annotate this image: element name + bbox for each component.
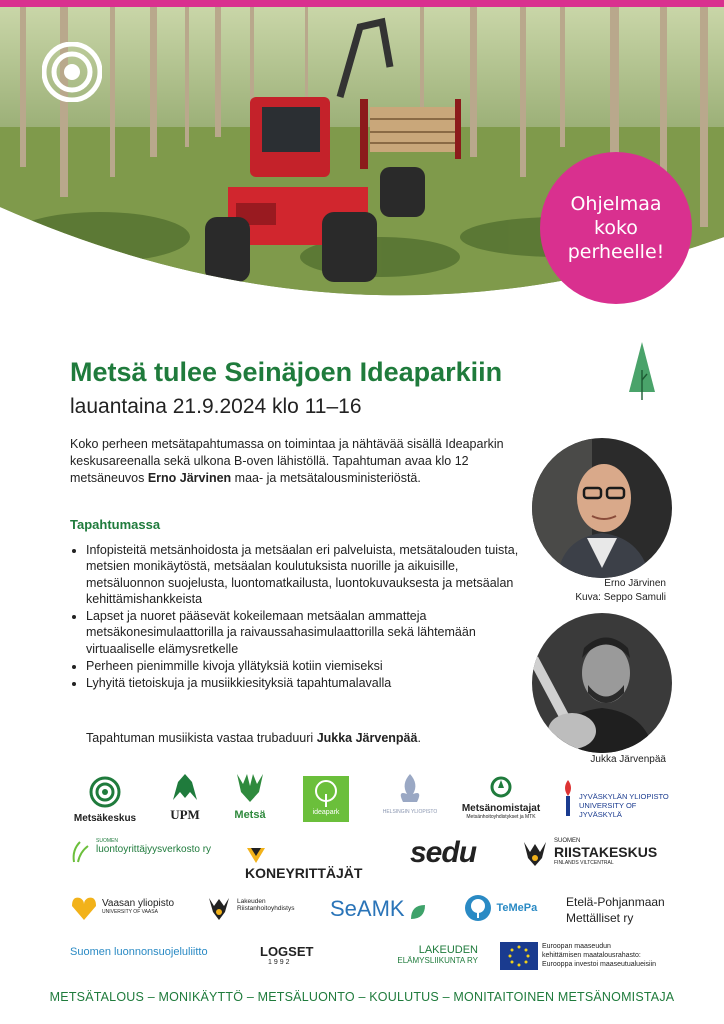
family-program-badge bbox=[540, 152, 692, 304]
seamk-leaf-icon bbox=[409, 903, 427, 921]
logo-text: JYVÄSKYLÄN YLIOPISTO bbox=[579, 792, 669, 801]
metsakeskus-emblem-icon bbox=[42, 42, 102, 102]
logo-text: TeMePa bbox=[496, 902, 538, 914]
list-item: • Lyhyitä tietoiskuja ja musiikkiesityksiä tapahtumalavalla bbox=[86, 675, 526, 691]
logo-luontoyrittajyys bbox=[70, 838, 220, 864]
eu-flag-icon bbox=[500, 942, 538, 970]
temepa-tree-icon bbox=[464, 894, 492, 922]
music-artist: Jukka Järvenpää bbox=[316, 731, 418, 745]
moose-antler-icon bbox=[233, 770, 267, 804]
logo-helsinki bbox=[378, 772, 442, 815]
intro-paragraph bbox=[70, 436, 510, 487]
koneyrittajat-icon bbox=[245, 846, 267, 864]
music-text: Tapahtuman musiikista vastaa trubaduuri bbox=[86, 731, 317, 745]
logo-text: Metsänomistajat bbox=[461, 803, 541, 814]
logo-subtext: ELÄMYSLIIKUNTA RY bbox=[397, 956, 478, 965]
music-end: . bbox=[417, 731, 421, 745]
portrait-jukka bbox=[532, 613, 672, 753]
logo-vaasa bbox=[70, 894, 190, 922]
music-note bbox=[86, 731, 421, 745]
intro-text-1: Koko perheen metsätapahtumassa on toimintaa ja nähtävää sisällä Ideaparkin keskusareenalla sekä ulkona B-oven lähistöllä. Tapahtuman avaa klo 12 metsäneuvos bbox=[70, 437, 504, 485]
logo-upm bbox=[163, 772, 207, 823]
footer-tagline: METSÄTALOUS – MONIKÄYTTÖ – METSÄLUONTO – KOULUTUS – MONITAITOINEN METSÄNOMISTAJA bbox=[49, 990, 675, 1004]
logo-logset bbox=[260, 944, 330, 966]
badge-line-2: koko bbox=[594, 217, 638, 239]
logo-subtext: 1992 bbox=[268, 959, 292, 966]
logo-text-3: Eurooppa investoi maaseutualueisiin bbox=[542, 961, 657, 968]
upm-griffin-icon bbox=[168, 772, 202, 802]
logo-text-2: kehittämisen maatalousrahasto: bbox=[542, 952, 641, 959]
plant-sprout-icon bbox=[70, 838, 92, 864]
logo-lakeuden-elamys bbox=[358, 944, 478, 965]
logo-temepa bbox=[464, 894, 548, 922]
logo-small: SUOMEN bbox=[96, 838, 118, 844]
logo-text: HELSINGIN YLIOPISTO bbox=[382, 809, 438, 815]
logo-text: Suomen luonnonsuojeluliitto bbox=[70, 946, 208, 958]
logo-subtext: Riistanhoitoyhdistys bbox=[237, 905, 295, 912]
logo-ideapark bbox=[303, 776, 349, 822]
caption-credit: Kuva: Seppo Samuli bbox=[575, 592, 666, 603]
antler-icon bbox=[520, 838, 550, 868]
logo-subtext: UNIVERSITY OF JYVÄSKYLÄ bbox=[579, 801, 637, 819]
logo-metsanomistajat bbox=[456, 776, 546, 820]
event-date: lauantaina 21.9.2024 klo 11–16 bbox=[70, 395, 362, 418]
logo-text: LAKEUDEN bbox=[418, 944, 478, 956]
logo-text: luontoyrittäjyysverkosto ry bbox=[96, 844, 212, 855]
badge-line-1: Ohjelmaa bbox=[570, 193, 662, 215]
logo-text: RIISTAKESKUS bbox=[554, 844, 658, 860]
logo-sll bbox=[70, 946, 240, 958]
logo-jyvaskyla bbox=[560, 778, 680, 819]
metsakeskus-logo-icon bbox=[89, 776, 121, 808]
list-item: • Infopisteitä metsänhoidosta ja metsäalan eri palveluista, metsätalouden tuista, metsien monikäytöstä, metsäalan koulutuksista nuorille ja aikuisille, metsäluonnon suojelusta, luontomatkailusta, luontokuvauksesta ja metsäalan kehittämishankkeista bbox=[86, 542, 526, 607]
logo-small: SUOMEN bbox=[554, 838, 581, 844]
logo-text: Metsäkeskus bbox=[73, 813, 137, 824]
jyu-torch-icon bbox=[560, 778, 576, 818]
logo-subtext: Metsänhoitoyhdistykset ja MTK bbox=[466, 814, 536, 820]
logo-subtext: Mettälliset ry bbox=[566, 911, 634, 925]
logo-text: ideapark bbox=[312, 809, 340, 816]
intro-text-2: maa- ja metsätalousministeriöstä. bbox=[231, 471, 421, 485]
logo-riistakeskus bbox=[520, 838, 680, 868]
caption-jukka: Jukka Järvenpää bbox=[590, 754, 666, 765]
logo-text: Vaasan yliopisto bbox=[102, 898, 175, 909]
antler-icon bbox=[205, 894, 233, 922]
logo-subtext: FINLANDS VILTCENTRAL bbox=[554, 860, 614, 866]
logo-lakeuden-riistanhoito bbox=[205, 894, 315, 922]
logo-subtext: UNIVERSITY OF VAASA bbox=[102, 909, 158, 915]
logo-metsa bbox=[230, 770, 270, 821]
logo-text: SeAMK bbox=[330, 896, 405, 921]
helsinki-flame-icon bbox=[393, 772, 427, 804]
intro-name: Erno Järvinen bbox=[147, 471, 232, 485]
portrait-erno bbox=[532, 438, 672, 578]
headline: Metsä tulee Seinäjoen Ideaparkiin bbox=[70, 357, 503, 387]
caption-name: Erno Järvinen bbox=[604, 578, 666, 589]
logo-koneyrittajat bbox=[245, 846, 385, 882]
tree-icon bbox=[627, 340, 657, 402]
vaasa-heart-icon bbox=[70, 894, 98, 922]
logo-text: Lakeuden bbox=[237, 898, 266, 905]
logo-text: Metsä bbox=[234, 809, 266, 821]
ideapark-tree-icon bbox=[313, 780, 339, 808]
logo-text: Etelä-Pohjanmaan bbox=[566, 895, 665, 909]
metsanomistajat-icon bbox=[489, 776, 513, 798]
logo-eu bbox=[500, 942, 680, 970]
logo-text: UPM bbox=[170, 807, 200, 822]
logo-text: Euroopan maaseudun bbox=[542, 943, 611, 950]
logo-text: KONEYRITTÄJÄT bbox=[245, 865, 363, 881]
logo-text: LOGSET bbox=[260, 944, 314, 959]
badge-line-3: perheelle! bbox=[567, 241, 665, 263]
logo-seamk bbox=[330, 896, 440, 922]
logo-ep-mettalliset bbox=[566, 894, 686, 926]
logo-sedu: sedu bbox=[410, 836, 477, 869]
caption-erno bbox=[540, 577, 666, 605]
list-item: • Lapset ja nuoret pääsevät kokeilemaan metsäalan ammatteja metsäkonesimulaattorilla ja raivaussahasimulaattorilla sekä lähtemään virtuaaliselle elämysretkelle bbox=[86, 608, 526, 657]
logo-metsakeskus bbox=[70, 776, 140, 824]
top-accent-bar bbox=[0, 0, 724, 7]
program-list bbox=[70, 542, 526, 693]
list-item: • Perheen pienimmille kivoja yllätyksiä kotiin viemiseksi bbox=[86, 658, 526, 674]
section-heading: Tapahtumassa bbox=[70, 517, 161, 532]
